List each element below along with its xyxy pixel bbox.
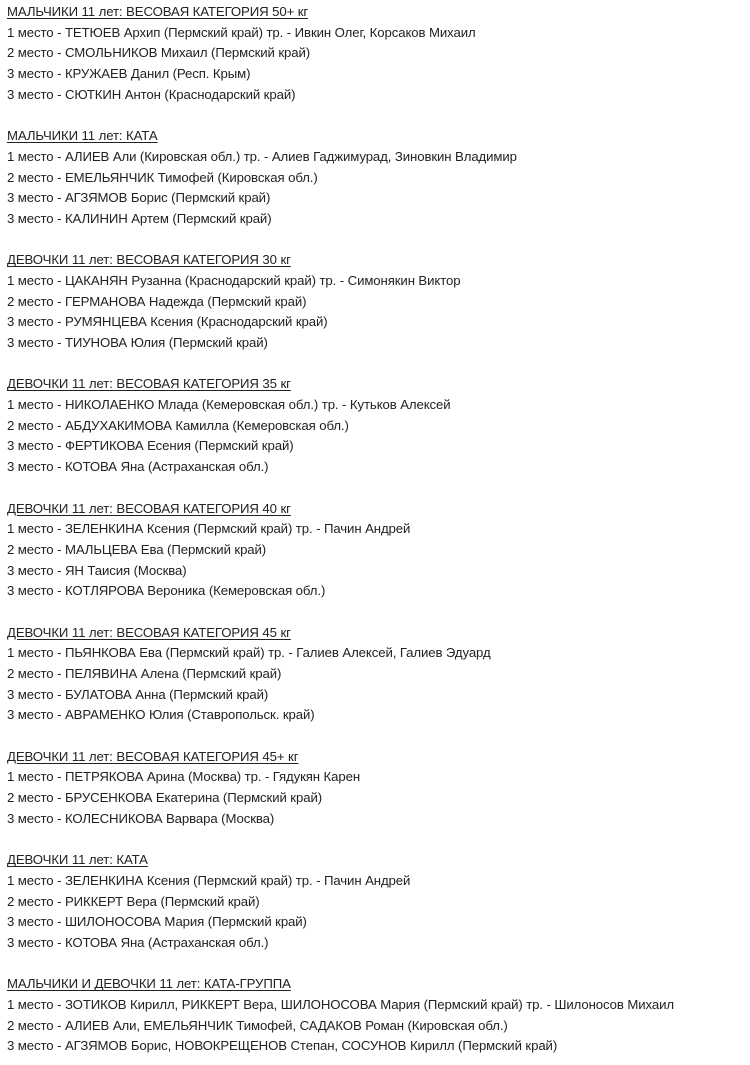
result-line: 3 место - КОТЛЯРОВА Вероника (Кемеровская обл.)	[7, 583, 326, 599]
results-section	[7, 250, 750, 353]
section-title: ДЕВОЧКИ 11 лет: ВЕСОВАЯ КАТЕГОРИЯ 35 кг	[7, 376, 291, 392]
result-line: 3 место - КОЛЕСНИКОВА Варвара (Москва)	[7, 810, 275, 826]
section-title: МАЛЬЧИКИ 11 лет: ВЕСОВАЯ КАТЕГОРИЯ 50+ кг	[7, 4, 309, 19]
result-line: 2 место - ЕМЕЛЬЯНЧИК Тимофей (Кировская обл.)	[7, 169, 318, 185]
result-line: 3 место - КАЛИНИН Артем (Пермский край)	[7, 210, 272, 226]
result-line: 3 место - АГЗЯМОВ Борис (Пермский край)	[7, 190, 271, 206]
result-line: 1 место - ЦАКАНЯН Рузанна (Краснодарский край) тр. - Симонякин Виктор	[7, 272, 461, 288]
result-line: 3 место - ФЕРТИКОВА Есения (Пермский край)	[7, 438, 294, 454]
result-line: 3 место - РУМЯНЦЕВА Ксения (Краснодарский край)	[7, 314, 328, 330]
result-line: 3 место - ТИУНОВА Юлия (Пермский край)	[7, 335, 268, 350]
section-title: МАЛЬЧИКИ И ДЕВОЧКИ 11 лет: КАТА-ГРУППА	[7, 976, 291, 992]
result-line: 2 место - СМОЛЬНИКОВ Михаил (Пермский край)	[7, 45, 311, 61]
section-title: ДЕВОЧКИ 11 лет: КАТА	[7, 852, 148, 868]
section-title: ДЕВОЧКИ 11 лет: ВЕСОВАЯ КАТЕГОРИЯ 40 кг	[7, 500, 291, 516]
result-line: 1 место - ЗЕЛЕНКИНА Ксения (Пермский край) тр. - Пачин Андрей	[7, 521, 411, 537]
result-line: 3 место - АВРАМЕНКО Юлия (Ставропольск. край)	[7, 707, 315, 723]
result-line: 3 место - АГЗЯМОВ Борис, НОВОКРЕЩЕНОВ Степан, СОСУНОВ Кирилл (Пермский край)	[7, 1038, 558, 1054]
result-line: 1 место - ПЕТРЯКОВА Арина (Москва) тр. - Гядукян Карен	[7, 769, 361, 785]
results-section	[7, 2, 750, 105]
result-line: 1 место - ПЬЯНКОВА Ева (Пермский край) тр. - Галиев Алексей, Галиев Эдуард	[7, 645, 491, 661]
results-section	[7, 499, 750, 602]
result-line: 2 место - ПЕЛЯВИНА Алена (Пермский край)	[7, 666, 282, 681]
result-line: 3 место - ЯН Таисия (Москва)	[7, 562, 187, 578]
result-line: 3 место - КОТОВА Яна (Астраханская обл.)	[7, 934, 269, 950]
result-line: 1 место - АЛИЕВ Али (Кировская обл.) тр. - Алиев Гаджимурад, Зиновкин Владимир	[7, 148, 517, 164]
result-line: 3 место - ШИЛОНОСОВА Мария (Пермский край)	[7, 914, 307, 930]
result-line: 2 место - БРУСЕНКОВА Екатерина (Пермский край)	[7, 790, 322, 806]
result-line: 2 место - ГЕРМАНОВА Надежда (Пермский край)	[7, 293, 307, 309]
result-line: 3 место - БУЛАТОВА Анна (Пермский край)	[7, 686, 269, 702]
result-line: 2 место - РИККЕРТ Вера (Пермский край)	[7, 893, 260, 909]
result-line: 1 место - НИКОЛАЕНКО Млада (Кемеровская обл.) тр. - Кутьков Алексей	[7, 397, 451, 413]
section-title: МАЛЬЧИКИ 11 лет: КАТА	[7, 128, 158, 144]
results-section	[7, 850, 750, 953]
result-line: 1 место - ЗОТИКОВ Кирилл, РИККЕРТ Вера, ШИЛОНОСОВА Мария (Пермский край) тр. - Шилоносов Михаил	[7, 997, 674, 1012]
result-line: 3 место - КРУЖАЕВ Данил (Респ. Крым)	[7, 66, 251, 82]
results-section	[7, 974, 750, 1057]
section-title: ДЕВОЧКИ 11 лет: ВЕСОВАЯ КАТЕГОРИЯ 45+ кг	[7, 748, 299, 764]
result-line: 1 место - ТЕТЮЕВ Архип (Пермский край) тр. - Ивкин Олег, Корсаков Михаил	[7, 24, 476, 40]
results-section	[7, 623, 750, 726]
result-line: 2 место - АБДУХАКИМОВА Камилла (Кемеровская обл.)	[7, 417, 349, 433]
section-title: ДЕВОЧКИ 11 лет: ВЕСОВАЯ КАТЕГОРИЯ 45 кг	[7, 624, 291, 640]
result-line: 3 место - СЮТКИН Антон (Краснодарский край)	[7, 86, 296, 102]
result-line: 2 место - МАЛЬЦЕВА Ева (Пермский край)	[7, 541, 267, 557]
result-line: 1 место - ЗЕЛЕНКИНА Ксения (Пермский край) тр. - Пачин Андрей	[7, 872, 411, 888]
results-section	[7, 126, 750, 229]
result-line: 2 место - АЛИЕВ Али, ЕМЕЛЬЯНЧИК Тимофей, САДАКОВ Роман (Кировская обл.)	[7, 1017, 508, 1033]
section-title: ДЕВОЧКИ 11 лет: ВЕСОВАЯ КАТЕГОРИЯ 30 кг	[7, 252, 291, 268]
results-section	[7, 374, 750, 477]
results-section	[7, 747, 750, 830]
result-line: 3 место - КОТОВА Яна (Астраханская обл.)	[7, 459, 269, 475]
